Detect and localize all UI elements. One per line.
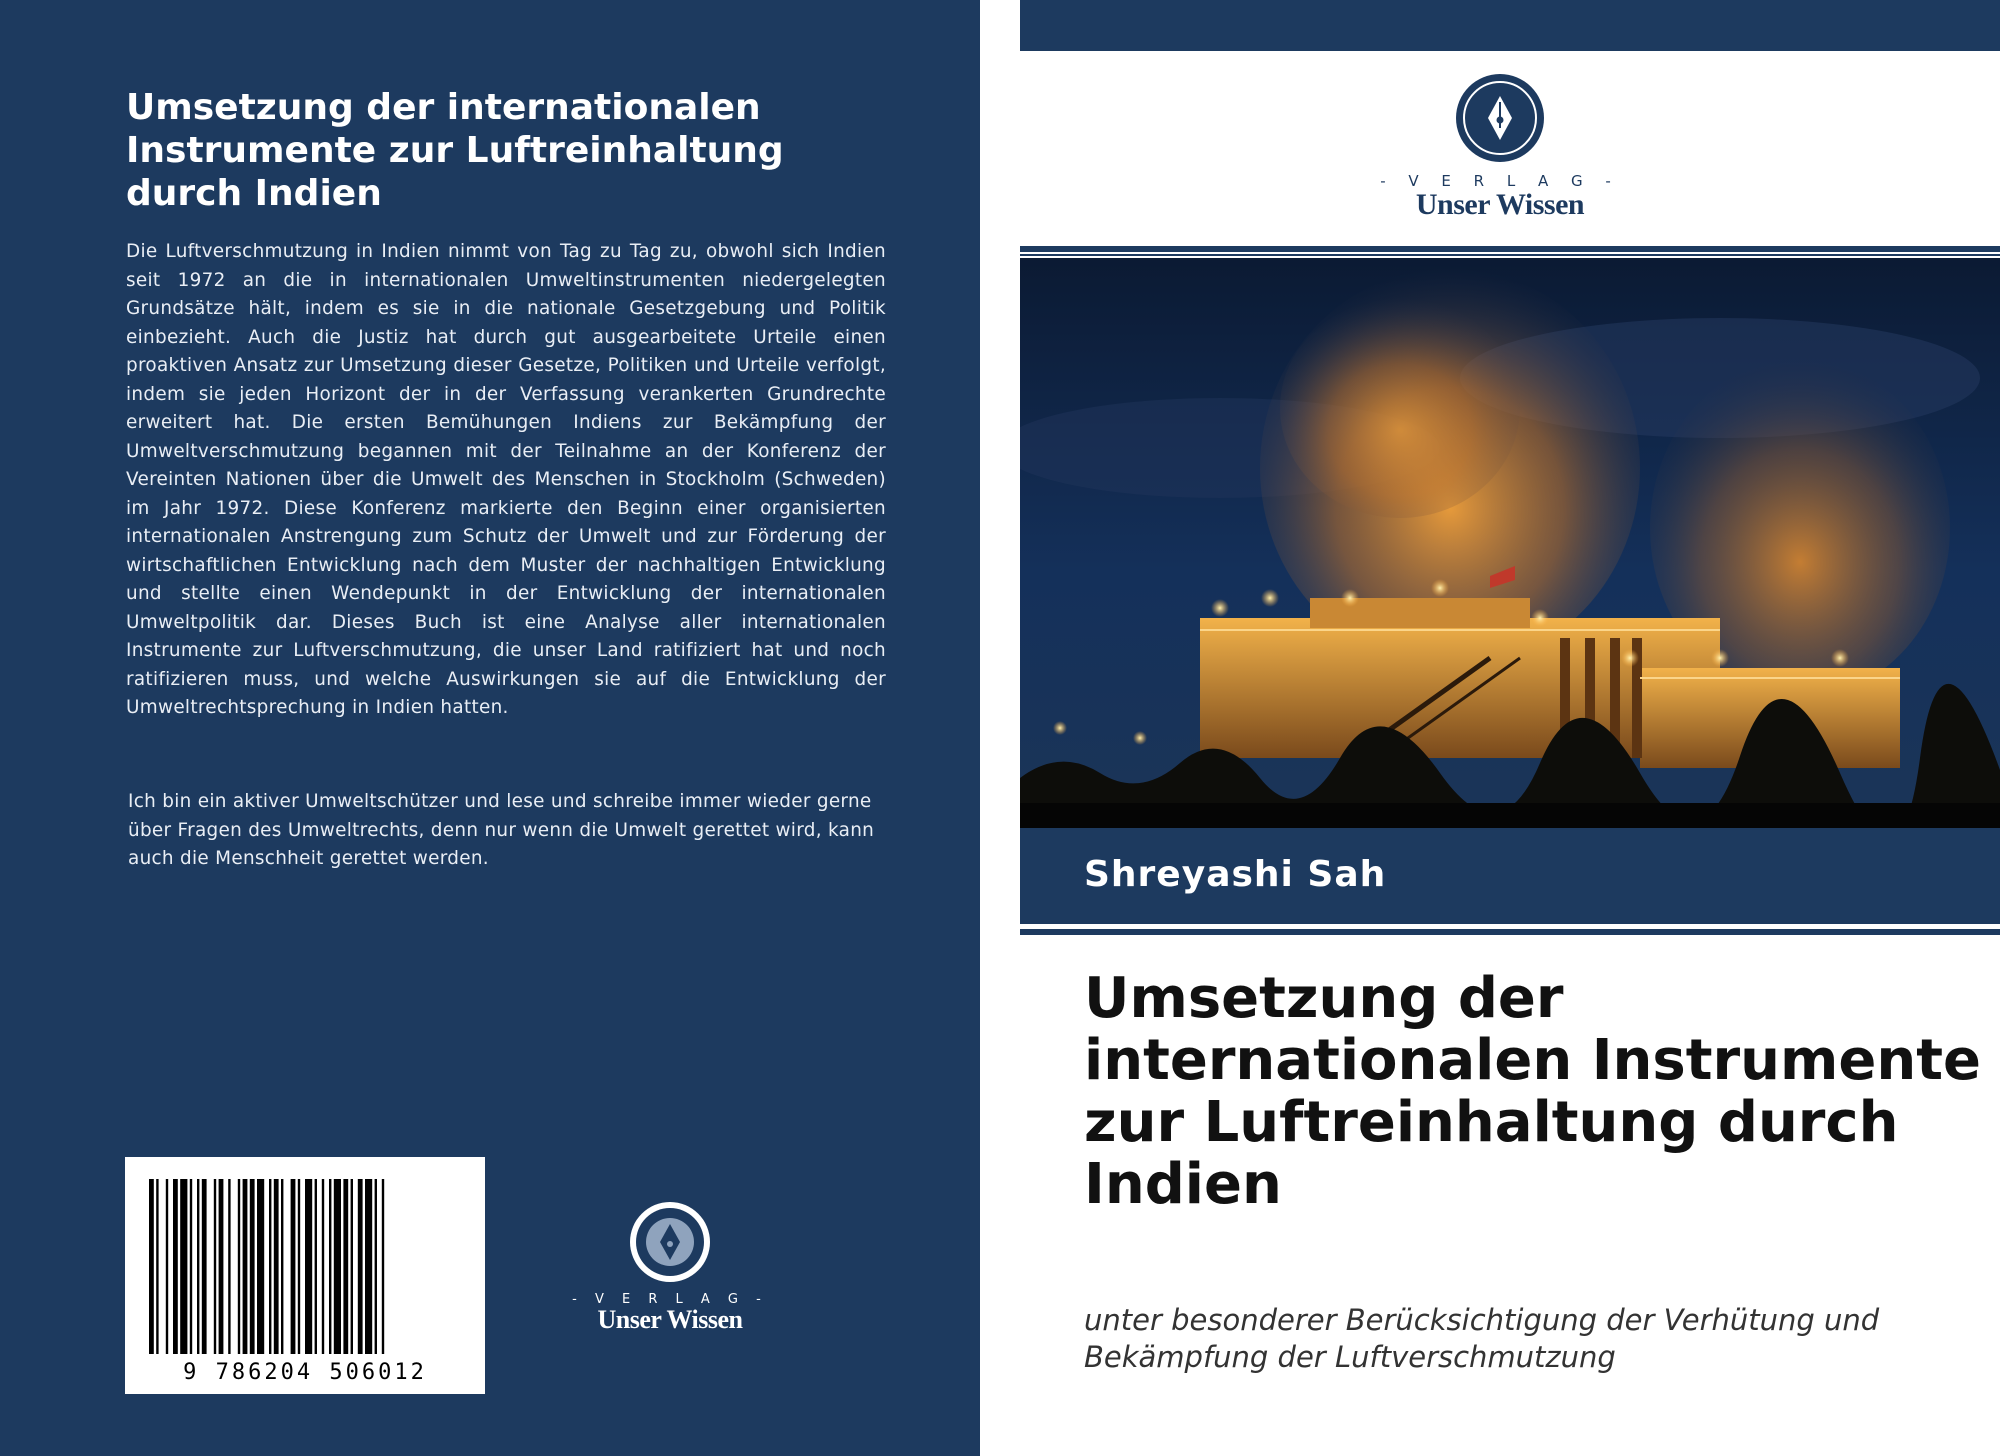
isbn-barcode [125,1157,485,1394]
barcode-number: 9 786204 506012 [183,1360,427,1385]
front-cover [1020,0,2000,1456]
author-name: Shreyashi Sah [1084,854,1387,895]
spine [980,0,1020,1456]
front-cover-subtitle: unter besonderer Berücksichtigung der Verhütung und Bekämpfung der Luftverschmutzung [1084,1303,1880,1374]
pen-nib-seal-icon [1454,72,1546,164]
cover-photo [1020,258,2000,828]
front-logo-verlag: - V E R L A G - [1380,172,1620,190]
author-bio: Ich bin ein aktiver Umweltschützer und lese und schreibe immer wieder gerne über Fragen des Umweltrechts, denn nur wenn die Umwelt gerettet wird, kann auch die Menschheit gerettet werden. [128,791,875,869]
back-publisher-logo [570,1200,770,1340]
front-cover-title: Umsetzung der internationalen Instrumente zur Luftreinhaltung durch Indien [1084,966,1981,1217]
rule-top-thick [1020,246,2000,252]
back-cover [0,0,980,1456]
industrial-plant-night-image [1020,258,2000,828]
rule-top-thin [1020,254,2000,256]
front-logo-name: Unser Wissen [1415,188,1585,221]
back-cover-blurb: Die Luftverschmutzung in Indien nimmt von Tag zu Tag zu, obwohl sich Indien seit 1972 an die in internationalen Umweltinstrumenten niedergelegten Grundsätze hält, indem es sie in die nationale Gesetzgebung und Politik einbezieht. Auch die Justiz hat durch gut ausgearbeitete Urteile einen proaktiven Ansatz zur Umsetzung dieser Gesetze, Politiken und Urteile verfolgt, indem sie jeden Horizont der in der Verfassung verankerten Grundrechte erweitert hat. Die ersten Bemühungen Indiens zur Bekämpfung der Umweltverschmutzung begannen mit der Teilnahme an der Konferenz der Vereinten Nationen über die Umwelt des Menschen in Stockholm (Schweden) im Jahr 1972. Diese Konferenz markierte den Beginn einer organisierten internationalen Anstrengung zum Schutz der Umwelt und zur Förderung der wirtschaftlichen Entwicklung nach dem Muster der nachhaltigen Entwicklung und stellte einen Wendepunkt in der Entwicklung der internationalen Umweltpolitik dar. Dieses Buch ist eine Analyse aller internationalen Instrumente zur Luftverschmutzung, die unser Land ratifiziert hat und noch ratifizieren muss, und welche Auswirkungen sie auf die Entwicklung der Umweltrechtsprechung in Indien hatten. [126,241,886,718]
back-cover-title: Umsetzung der internationalen Instrumente zur Luftreinhaltung durch Indien [126,87,784,214]
front-top-bar [1020,0,2000,51]
author-band [1020,828,2000,922]
barcode-icon [125,1157,485,1394]
rule-bottom-thick [1020,929,2000,935]
back-logo-verlag: - V E R L A G - [572,1292,768,1307]
front-publisher-logo [1380,72,1620,222]
rule-bottom-thin [1020,922,2000,924]
pen-nib-seal-icon [628,1200,712,1284]
back-logo-name: Unser Wissen [597,1305,743,1334]
